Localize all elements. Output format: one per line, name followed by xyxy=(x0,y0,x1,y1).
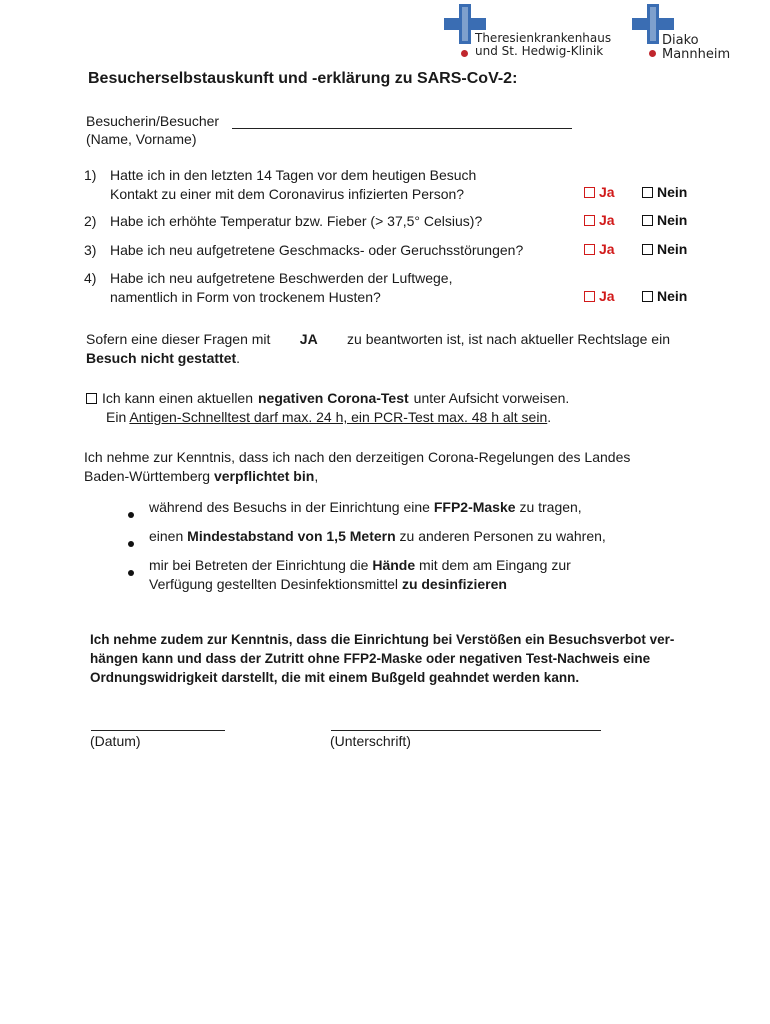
checkbox-icon xyxy=(642,244,653,255)
bullet-text: einen xyxy=(149,528,184,544)
bullet-item xyxy=(149,556,571,594)
nein-label: Nein xyxy=(657,184,688,200)
notice-text: Sofern eine dieser Fragen mit xyxy=(86,331,271,347)
answer-nein-checkbox[interactable] xyxy=(642,184,687,200)
signature-label: (Unterschrift) xyxy=(330,733,411,749)
ack-paragraph xyxy=(84,448,630,486)
checkbox-icon xyxy=(584,215,595,226)
question-text: Habe ich erhöhte Temperatur bzw. Fieber (> 37,5° Celsius)? xyxy=(110,213,483,229)
closing-line: hängen kann und dass der Zutritt ohne FFP2-Maske oder negativen Test-Nachweis eine xyxy=(90,651,651,666)
notice-ja: JA xyxy=(299,331,318,347)
question-line: namentlich in Form von trockenem Husten? xyxy=(110,289,381,305)
notice-paragraph xyxy=(86,330,670,368)
ack-end: , xyxy=(314,468,319,484)
nein-label: Nein xyxy=(657,212,688,228)
notice-end: . xyxy=(236,350,241,366)
bullet-item xyxy=(149,527,606,546)
bullet-dot xyxy=(128,563,134,581)
question-line: Habe ich neu aufgetretene Beschwerden der Luftwege, xyxy=(110,270,453,286)
ack-text: Baden-Württemberg xyxy=(84,468,211,484)
checkbox-icon xyxy=(642,215,653,226)
test-text: unter Aufsicht vorweisen. xyxy=(413,390,570,406)
answer-nein-checkbox[interactable] xyxy=(642,212,687,228)
bullet-text: mir bei Betreten der Einrichtung die xyxy=(149,557,369,573)
question-number: 4) xyxy=(84,270,97,286)
test-text: Ich kann einen aktuellen xyxy=(102,390,253,406)
logo2-line2: Mannheim xyxy=(662,47,731,62)
date-field[interactable] xyxy=(91,730,225,731)
checkbox-icon xyxy=(584,244,595,255)
signature-field[interactable] xyxy=(331,730,601,731)
answer-ja-checkbox[interactable] xyxy=(584,288,615,304)
ja-label: Ja xyxy=(599,212,615,228)
visitor-name-field[interactable] xyxy=(232,128,572,129)
bullet-item xyxy=(149,498,582,517)
question-line: Kontakt zu einer mit dem Coronavirus infizierten Person? xyxy=(110,186,465,202)
test-underlined: Antigen-Schnelltest darf max. 24 h, ein PCR-Test max. 48 h alt sein xyxy=(129,409,548,425)
logo2-line1: Diako xyxy=(662,33,699,48)
question-number: 3) xyxy=(84,242,97,258)
ja-label: Ja xyxy=(599,288,615,304)
bullet-text: zu tragen, xyxy=(519,499,582,515)
checkbox-icon xyxy=(86,393,97,404)
bullet-dot xyxy=(128,534,134,552)
nein-label: Nein xyxy=(657,288,688,304)
answer-nein-checkbox[interactable] xyxy=(642,241,687,257)
bullet-dot xyxy=(128,505,134,523)
question-text xyxy=(110,166,476,204)
logo-red-dot xyxy=(649,50,656,57)
notice-text: zu beantworten ist, ist nach aktueller Rechtslage ein xyxy=(347,331,670,347)
checkbox-icon xyxy=(642,187,653,198)
bullet-bold: Mindestabstand von 1,5 Metern xyxy=(187,528,396,544)
logo1-line1: Theresienkrankenhaus xyxy=(475,31,612,45)
answer-nein-checkbox[interactable] xyxy=(642,288,687,304)
date-label: (Datum) xyxy=(90,733,141,749)
answer-ja-checkbox[interactable] xyxy=(584,184,615,200)
ack-line: Ich nehme zur Kenntnis, dass ich nach den derzeitigen Corona-Regelungen des Landes xyxy=(84,449,631,465)
checkbox-icon xyxy=(584,291,595,302)
answer-ja-checkbox[interactable] xyxy=(584,212,615,228)
logo-diako xyxy=(632,4,742,60)
question-number: 1) xyxy=(84,167,97,183)
nein-label: Nein xyxy=(657,241,688,257)
visitor-sub-label: (Name, Vorname) xyxy=(86,131,197,147)
closing-line: Ich nehme zudem zur Kenntnis, dass die Einrichtung bei Verstößen ein Besuchsverbot ver- xyxy=(90,632,675,647)
test-end: . xyxy=(547,409,552,425)
logo-theresien xyxy=(444,4,634,60)
test-option[interactable] xyxy=(86,389,569,427)
bullet-bold: Hände xyxy=(372,557,416,573)
bullet-bold: FFP2-Maske xyxy=(433,499,516,515)
bullet-text: zu anderen Personen zu wahren, xyxy=(399,528,606,544)
checkbox-icon xyxy=(642,291,653,302)
question-text: Habe ich neu aufgetretene Geschmacks- oder Geruchsstörungen? xyxy=(110,242,524,258)
question-text xyxy=(110,269,452,307)
bullet-bold: zu desinfizieren xyxy=(401,576,507,592)
ack-bold: verpflichtet bin xyxy=(213,468,315,484)
bullet-text: mit dem am Eingang zur xyxy=(419,557,571,573)
page-title: Besucherselbstauskunft und -erklärung zu SARS-CoV-2: xyxy=(88,70,518,87)
bullet-text: Verfügung gestellten Desinfektionsmittel xyxy=(149,576,399,592)
question-number: 2) xyxy=(84,213,97,229)
answer-ja-checkbox[interactable] xyxy=(584,241,615,257)
visitor-label: Besucherin/Besucher xyxy=(86,113,220,129)
bullet-text: während des Besuchs in der Einrichtung eine xyxy=(149,499,430,515)
logo-red-dot xyxy=(461,50,468,57)
closing-paragraph xyxy=(90,630,674,687)
question-line: Hatte ich in den letzten 14 Tagen vor dem heutigen Besuch xyxy=(110,167,477,183)
checkbox-icon xyxy=(584,187,595,198)
logo1-line2: und St. Hedwig-Klinik xyxy=(475,44,604,58)
notice-strong: Besuch nicht gestattet xyxy=(86,350,237,366)
ja-label: Ja xyxy=(599,184,615,200)
ja-label: Ja xyxy=(599,241,615,257)
closing-line: Ordnungswidrigkeit darstellt, die mit einem Bußgeld geahndet werden kann. xyxy=(90,670,580,685)
test-bold: negativen Corona-Test xyxy=(258,390,409,406)
test-text: Ein xyxy=(106,409,127,425)
